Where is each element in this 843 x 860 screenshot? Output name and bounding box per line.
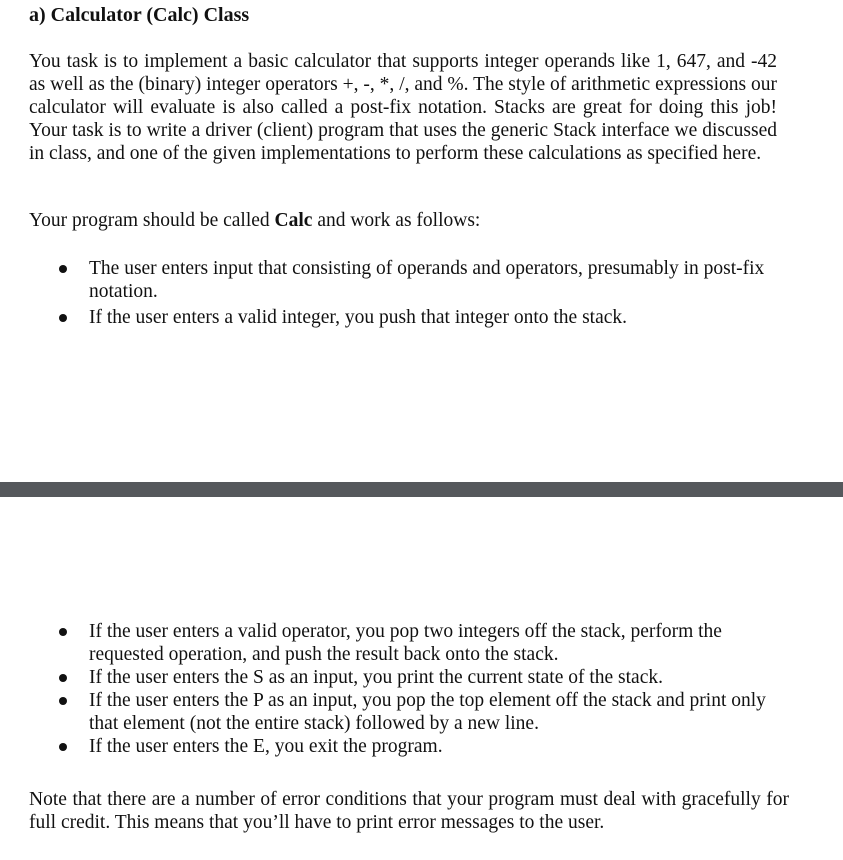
bullet-icon (59, 314, 67, 322)
bullet-icon (59, 697, 67, 705)
list-item-text: If the user enters the E, you exit the program. (89, 736, 443, 757)
list-item (0, 306, 769, 329)
list-item-text: If the user enters a valid operator, you pop two integers off the stack, perform the requested operation, and push the result back onto the stack. (89, 621, 722, 665)
program-line-before: Your program should be called (29, 210, 275, 231)
list-item-text: If the user enters a valid integer, you push that integer onto the stack. (89, 307, 628, 328)
bullet-icon (59, 265, 67, 273)
program-name: Calc (274, 210, 313, 231)
section-heading: a) Calculator (Calc) Class (29, 4, 250, 26)
bullet-icon (59, 743, 67, 751)
bullet-icon (59, 674, 67, 682)
list-item (0, 257, 769, 303)
list-item (0, 666, 769, 689)
list-item-text: If the user enters the S as an input, you print the current state of the stack. (89, 667, 663, 688)
note-paragraph: Note that there are a number of error conditions that your program must deal with gracefully for full credit. This means that you’ll have to print error messages to the user. (29, 789, 789, 833)
bullet-list-bottom (0, 620, 769, 758)
list-item-text: If the user enters the P as an input, you pop the top element off the stack and print only that element (not the entire stack) followed by a new line. (89, 690, 766, 734)
list-item (0, 689, 769, 735)
page-divider (0, 482, 843, 497)
intro-paragraph: You task is to implement a basic calculator that supports integer operands like 1, 647, and -42 as well as the (binary) integer operators +, -, *, /, and %. The style of arithmetic expressions our calculator will evaluate is also called a post-fix notation. Stacks are great for doing this job! Your task is to write a driver (client) program that uses the generic Stack interface we discussed in class, and one of the given implementations to perform these calculations as specified here. (29, 51, 777, 164)
program-name-paragraph (29, 209, 777, 232)
bullet-list-top (0, 257, 769, 329)
list-item (0, 735, 769, 758)
list-item (0, 620, 769, 666)
bullet-icon (59, 628, 67, 636)
program-line-after: and work as follows: (312, 210, 481, 231)
list-item-text: The user enters input that consisting of operands and operators, presumably in post-fix notation. (89, 258, 765, 302)
